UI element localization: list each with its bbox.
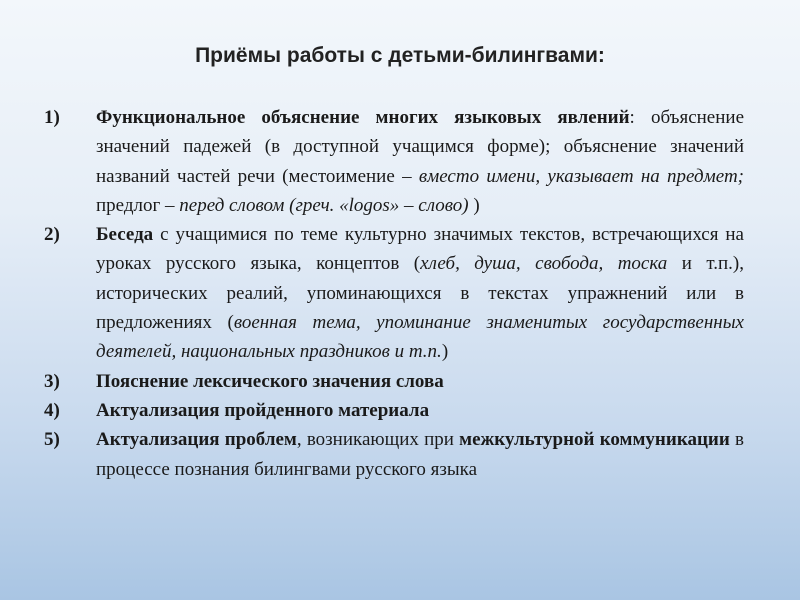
- item-number: 4): [44, 399, 60, 421]
- slide-title: Приёмы работы с детьми-билингвами:: [195, 44, 605, 67]
- item-run: с учащимися по теме культурно значимых текстов, встречающихся на уроках русского языка, концептов (: [96, 224, 744, 275]
- item-run: ): [441, 341, 449, 363]
- item-text: [96, 103, 744, 220]
- item-text: [96, 220, 744, 366]
- list-item-3: [44, 367, 744, 396]
- list-item-1: [44, 103, 744, 220]
- item-run: вместо имени, указывает на предмет;: [418, 165, 744, 187]
- list-item-5: [44, 425, 744, 484]
- item-run: межкультурной коммуникации: [459, 429, 730, 451]
- item-number: 3): [44, 370, 60, 392]
- item-run: Пояснение лексического значения слова: [96, 370, 444, 392]
- item-run: , возникающих при: [296, 429, 460, 451]
- item-text: [96, 367, 744, 396]
- item-run: Актуализация проблем: [96, 429, 297, 451]
- item-run: и т.п.), исторических реалий, упоминающихся в текстах упражнений или в предложениях (: [96, 253, 744, 334]
- item-run: перед словом (греч. «logos» – слово): [179, 194, 469, 216]
- item-number: 1): [44, 107, 60, 128]
- item-run: Беседа: [96, 224, 154, 246]
- item-run: в процессе познания билингвами русского языка: [96, 429, 744, 480]
- item-run: хлеб, душа, свобода, тоска: [420, 253, 668, 275]
- list-item-4: [44, 396, 744, 425]
- techniques-list: [44, 103, 744, 484]
- item-text: [96, 396, 744, 425]
- item-run: : объяснение значений падежей (в доступной учащимся форме); объяснение значений названий частей речи (местоимение –: [96, 107, 744, 187]
- item-number: 2): [44, 224, 60, 246]
- item-text: [96, 425, 744, 484]
- item-run: Функциональное объяснение многих языковых явлений: [96, 107, 630, 128]
- item-run: ): [468, 194, 480, 216]
- list-item-2: [44, 220, 744, 366]
- item-run: Актуализация пройденного материала: [96, 399, 430, 421]
- item-run: предлог –: [96, 194, 180, 216]
- item-number: 5): [44, 429, 60, 451]
- item-run: военная тема, упоминание знаменитых государственных деятелей, национальных праздников и т.п.: [96, 312, 744, 363]
